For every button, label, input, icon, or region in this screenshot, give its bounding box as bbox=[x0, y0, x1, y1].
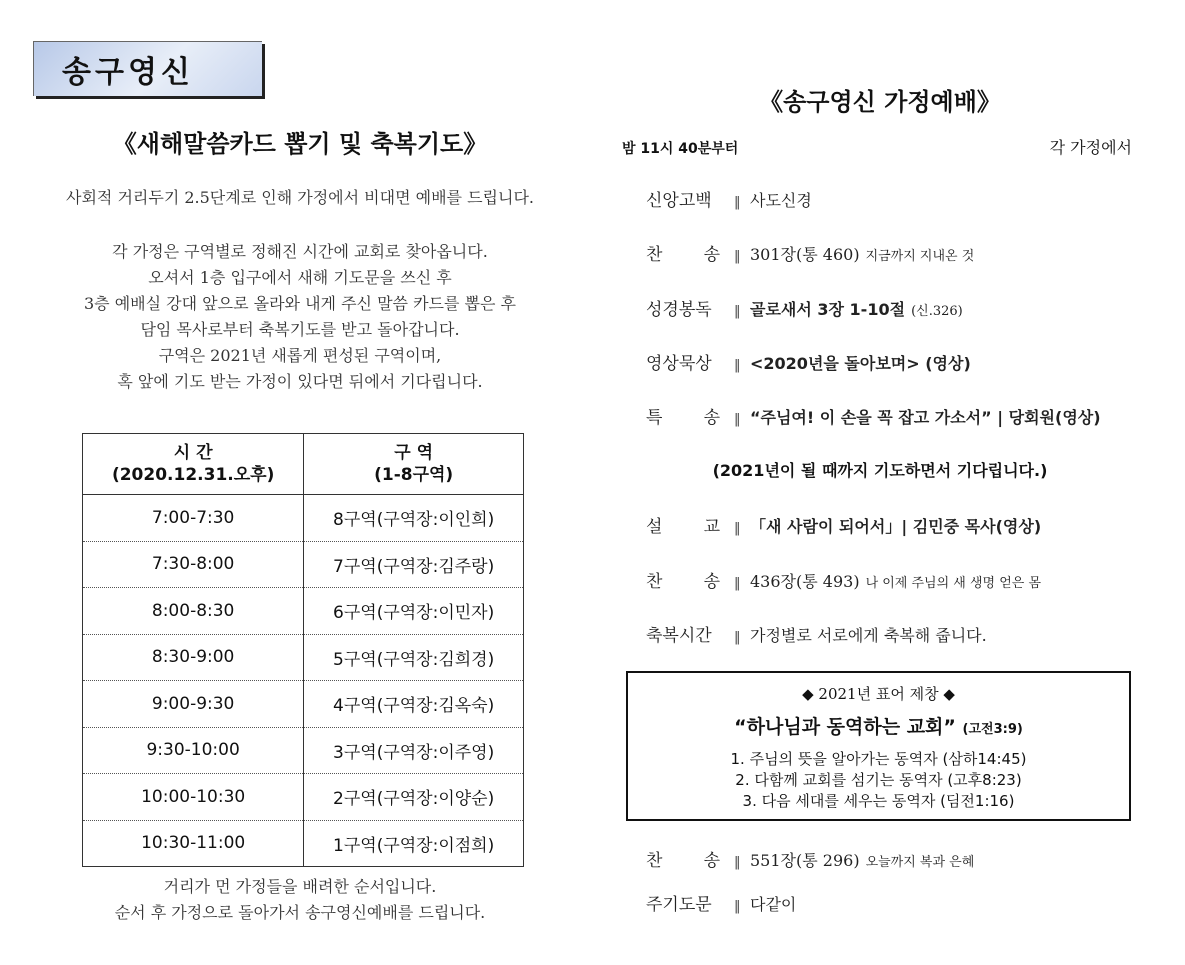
time-header-label: 시 간 bbox=[173, 443, 213, 463]
table-row bbox=[83, 634, 524, 681]
motto-heading: ◆ 2021년 표어 제창 ◆ bbox=[802, 685, 955, 703]
time-cell: 10:00-10:30 bbox=[83, 774, 304, 821]
separator: ‖ bbox=[734, 630, 741, 645]
order-item-sermon bbox=[646, 512, 1041, 540]
table-row bbox=[83, 774, 524, 821]
separator: ‖ bbox=[734, 899, 741, 914]
order-item-creed bbox=[646, 186, 812, 214]
order-label: 신앙고백 bbox=[646, 191, 712, 211]
table-row bbox=[83, 681, 524, 728]
order-value bbox=[750, 351, 971, 374]
instruction-line: 3층 예배실 강대 앞으로 올라와 내게 주신 말씀 카드를 뽑은 후 bbox=[84, 294, 516, 313]
time-cell: 10:30-11:00 bbox=[83, 820, 304, 867]
district-cell: 5구역(구역장:김희경) bbox=[304, 634, 524, 681]
separator: ‖ bbox=[734, 304, 741, 319]
section-header bbox=[33, 41, 262, 96]
order-label: 주기도문 bbox=[646, 895, 712, 915]
separator: ‖ bbox=[734, 576, 741, 591]
district-header bbox=[304, 434, 524, 495]
instruction-line: 오셔서 1층 입구에서 새해 기도문을 쓰신 후 bbox=[148, 268, 452, 287]
time-cell: 9:00-9:30 bbox=[83, 681, 304, 728]
district-cell: 8구역(구역장:이인희) bbox=[304, 495, 524, 542]
separator: ‖ bbox=[734, 249, 741, 264]
motto-points bbox=[628, 749, 1129, 812]
footer-line: 거리가 먼 가정들을 배려한 순서입니다. bbox=[163, 877, 437, 896]
table-row bbox=[83, 541, 524, 588]
motto-box bbox=[626, 671, 1131, 821]
order-note: (신.326) bbox=[911, 304, 963, 319]
order-value: 551장(통 296) bbox=[750, 851, 860, 870]
order-value: 가정별로 서로에게 축복해 줍니다. bbox=[750, 626, 987, 645]
schedule-table bbox=[82, 433, 524, 867]
motto-title-text: “하나님과 동역하는 교회” bbox=[734, 716, 956, 738]
order-value: 436장(통 493) bbox=[750, 572, 860, 591]
district-cell: 4구역(구역장:김옥숙) bbox=[304, 681, 524, 728]
order-item-special-song bbox=[646, 403, 1101, 431]
time-cell: 7:30-8:00 bbox=[83, 541, 304, 588]
order-item-lords-prayer bbox=[646, 890, 796, 918]
waiting-note: (2021년이 될 때까지 기도하면서 기다립니다.) bbox=[712, 461, 1048, 480]
order-value bbox=[750, 405, 1101, 428]
district-cell: 6구역(구역장:이민자) bbox=[304, 588, 524, 635]
left-title: 《새해말씀카드 뽑기 및 축복기도》 bbox=[112, 130, 488, 158]
order-value: 301장(통 460) bbox=[750, 245, 860, 264]
instructions bbox=[30, 239, 570, 395]
motto-point: 1. 주님의 뜻을 알아가는 동역자 (삼하14:45) bbox=[730, 750, 1027, 768]
motto-title-ref: (고전3:9) bbox=[962, 722, 1023, 737]
order-value: 다같이 bbox=[750, 895, 797, 914]
special-song-title: “주님여! 이 손을 꼭 잡고 가소서” | 당회원(영상) bbox=[750, 408, 1101, 427]
order-item-scripture bbox=[646, 295, 963, 323]
instruction-line: 구역은 2021년 새롭게 편성된 구역이며, bbox=[158, 346, 442, 365]
district-header-label: 구 역 bbox=[394, 443, 434, 463]
order-label: 찬 송 bbox=[646, 851, 720, 871]
order-label: 영상묵상 bbox=[646, 354, 712, 374]
table-row bbox=[83, 588, 524, 635]
order-item-video bbox=[646, 349, 971, 377]
scripture-ref: 골로새서 3장 1-10절 bbox=[750, 300, 906, 319]
district-cell: 1구역(구역장:이점희) bbox=[304, 820, 524, 867]
right-title: 《송구영신 가정예배》 bbox=[759, 88, 1001, 116]
table-row bbox=[83, 820, 524, 867]
sermon-title: 「새 사람이 되어서」| 김민중 목사(영상) bbox=[750, 517, 1042, 536]
order-value bbox=[750, 297, 905, 320]
separator: ‖ bbox=[734, 521, 741, 536]
motto-point: 3. 다음 세대를 세우는 동역자 (딤전1:16) bbox=[742, 792, 1015, 810]
separator: ‖ bbox=[734, 358, 741, 373]
district-cell: 2구역(구역장:이양순) bbox=[304, 774, 524, 821]
district-cell: 3구역(구역장:이주영) bbox=[304, 727, 524, 774]
order-item-hymn-1 bbox=[646, 240, 974, 268]
order-value bbox=[750, 514, 1041, 537]
order-note: 오늘까지 복과 은혜 bbox=[865, 855, 975, 870]
instruction-line: 담임 목사로부터 축복기도를 받고 돌아갑니다. bbox=[140, 320, 460, 339]
motto-point: 2. 다함께 교회를 섬기는 동역자 (고후8:23) bbox=[735, 771, 1022, 789]
order-note: 나 이제 주님의 새 생명 얻은 몸 bbox=[865, 576, 1042, 591]
instruction-line: 혹 앞에 기도 받는 가정이 있다면 뒤에서 기다립니다. bbox=[117, 372, 483, 391]
intro-text: 사회적 거리두기 2.5단계로 인해 가정에서 비대면 예배를 드립니다. bbox=[66, 188, 534, 207]
service-place: 각 가정에서 bbox=[1049, 138, 1132, 157]
order-label: 성경봉독 bbox=[646, 300, 712, 320]
motto-title bbox=[628, 712, 1129, 739]
separator: ‖ bbox=[734, 412, 741, 427]
order-note: 지금까지 지내온 것 bbox=[865, 249, 975, 264]
video-title: <2020년을 돌아보며> (영상) bbox=[750, 354, 971, 373]
table-row bbox=[83, 727, 524, 774]
table-header-row bbox=[83, 434, 524, 495]
time-header-date: (2020.12.31.오후) bbox=[111, 465, 275, 485]
time-cell: 9:30-10:00 bbox=[83, 727, 304, 774]
order-label: 설 교 bbox=[646, 517, 720, 537]
time-cell: 8:30-9:00 bbox=[83, 634, 304, 681]
order-item-blessing bbox=[646, 621, 987, 649]
left-footer bbox=[30, 874, 570, 926]
separator: ‖ bbox=[734, 195, 741, 210]
table-row bbox=[83, 495, 524, 542]
district-header-range: (1-8구역) bbox=[374, 465, 454, 485]
district-cell: 7구역(구역장:김주랑) bbox=[304, 541, 524, 588]
order-label: 찬 송 bbox=[646, 572, 720, 592]
time-cell: 8:00-8:30 bbox=[83, 588, 304, 635]
instruction-line: 각 가정은 구역별로 정해진 시간에 교회로 찾아옵니다. bbox=[112, 242, 488, 261]
order-label: 특 송 bbox=[646, 408, 720, 428]
separator: ‖ bbox=[734, 855, 741, 870]
time-cell: 7:00-7:30 bbox=[83, 495, 304, 542]
order-label: 찬 송 bbox=[646, 245, 720, 265]
order-value: 사도신경 bbox=[750, 191, 812, 210]
order-label: 축복시간 bbox=[646, 626, 712, 646]
service-time: 밤 11시 40분부터 bbox=[622, 141, 739, 157]
time-header bbox=[83, 434, 304, 495]
footer-line: 순서 후 가정으로 돌아가서 송구영신예배를 드립니다. bbox=[114, 903, 486, 922]
order-item-hymn-3 bbox=[646, 846, 974, 874]
section-header-label: 송구영신 bbox=[62, 55, 194, 90]
order-item-hymn-2 bbox=[646, 567, 1041, 595]
